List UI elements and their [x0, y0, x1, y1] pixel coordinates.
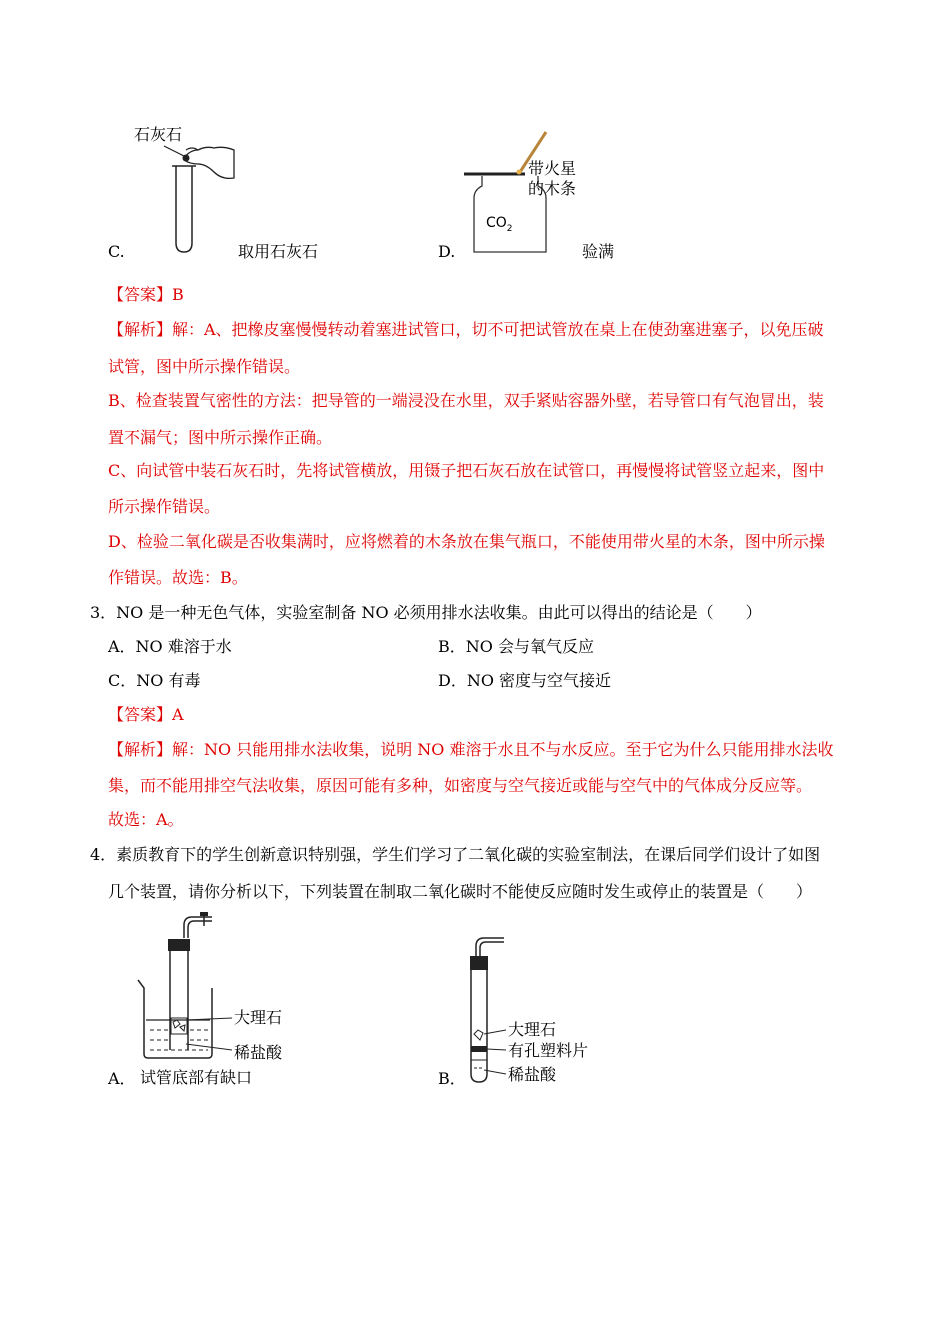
q4-stem-line-1: 4．素质教育下的学生创新意识特别强，学生们学习了二氧化碳的实验室制法，在课后同学们设计了如图: [90, 845, 821, 864]
option-c-letter: C.: [108, 242, 125, 261]
q4-option-a-caption: 试管底部有缺口: [140, 1068, 253, 1087]
q4-option-a-letter[interactable]: A．: [108, 1069, 136, 1088]
limestone-label: 石灰石: [134, 125, 183, 144]
option-d-caption: 验满: [582, 242, 615, 261]
q2-analysis-line: B、检查装置气密性的方法：把导管的一端浸没在水里，双手紧贴容器外壁，若导管口有气泡冒出，装: [108, 391, 824, 410]
a-acid-label: 稀盐酸: [234, 1043, 283, 1062]
q4-option-b-letter[interactable]: B．: [438, 1069, 466, 1088]
option-d-letter: D.: [438, 242, 456, 261]
q3-option-c[interactable]: C．NO 有毒: [108, 671, 201, 690]
q3-analysis-line: 【解析】解：NO 只能用排水法收集，说明 NO 难溶于水且不与水反应。至于它为什么只能用排水法收: [108, 740, 834, 759]
q3-analysis-line: 集，而不能用排空气法收集，原因可能有多种，如密度与空气接近或能与空气中的气体成分反应等。: [108, 776, 813, 795]
q4-stem-line-2: 几个装置，请你分析以下，下列装置在制取二氧化碳时不能使反应随时发生或停止的装置是（ ）: [108, 882, 813, 901]
q2-analysis-line: 置不漏气；图中所示操作正确。: [108, 428, 333, 447]
q2-analysis-line: D、检验二氧化碳是否收集满时，应将燃着的木条放在集气瓶口，不能使用带火星的木条，图中所示操: [108, 532, 825, 551]
co2-label: $CO_2$: [486, 215, 513, 234]
b-plate-label: 有孔塑料片: [508, 1041, 589, 1060]
option-c-caption: 取用石灰石: [238, 242, 319, 261]
q2-analysis-line: C、向试管中装石灰石时，先将试管横放，用镊子把石灰石放在试管口，再慢慢将试管竖立起来，图中: [108, 461, 825, 480]
q3-stem: 3．NO 是一种无色气体，实验室制备 NO 必须用排水法收集。由此可以得出的结论是（ ）: [90, 603, 762, 622]
q3-option-a[interactable]: A．NO 难溶于水: [108, 637, 232, 656]
b-marble-label: 大理石: [508, 1020, 557, 1039]
q2-analysis-line: 所示操作错误。: [108, 497, 221, 516]
glowing-splint-label-1: 带火星: [528, 159, 577, 178]
q2-analysis-line: 作错误。故选：B。: [108, 568, 248, 587]
q3-analysis-line: 故选：A。: [108, 810, 184, 829]
q2-answer: 【答案】B: [108, 285, 184, 304]
b-acid-label: 稀盐酸: [508, 1065, 557, 1084]
q2-analysis-line: 试管，图中所示操作错误。: [108, 357, 301, 376]
glowing-splint-label-2: 的木条: [528, 179, 577, 198]
q3-option-b[interactable]: B．NO 会与氧气反应: [438, 637, 594, 656]
q3-option-d[interactable]: D．NO 密度与空气接近: [438, 671, 612, 690]
q2-analysis-line: 【解析】解：A、把橡皮塞慢慢转动着塞进试管口，切不可把试管放在桌上在使劲塞进塞子，以免压破: [108, 320, 824, 339]
a-marble-label: 大理石: [234, 1008, 283, 1027]
q3-answer: 【答案】A: [108, 705, 184, 724]
